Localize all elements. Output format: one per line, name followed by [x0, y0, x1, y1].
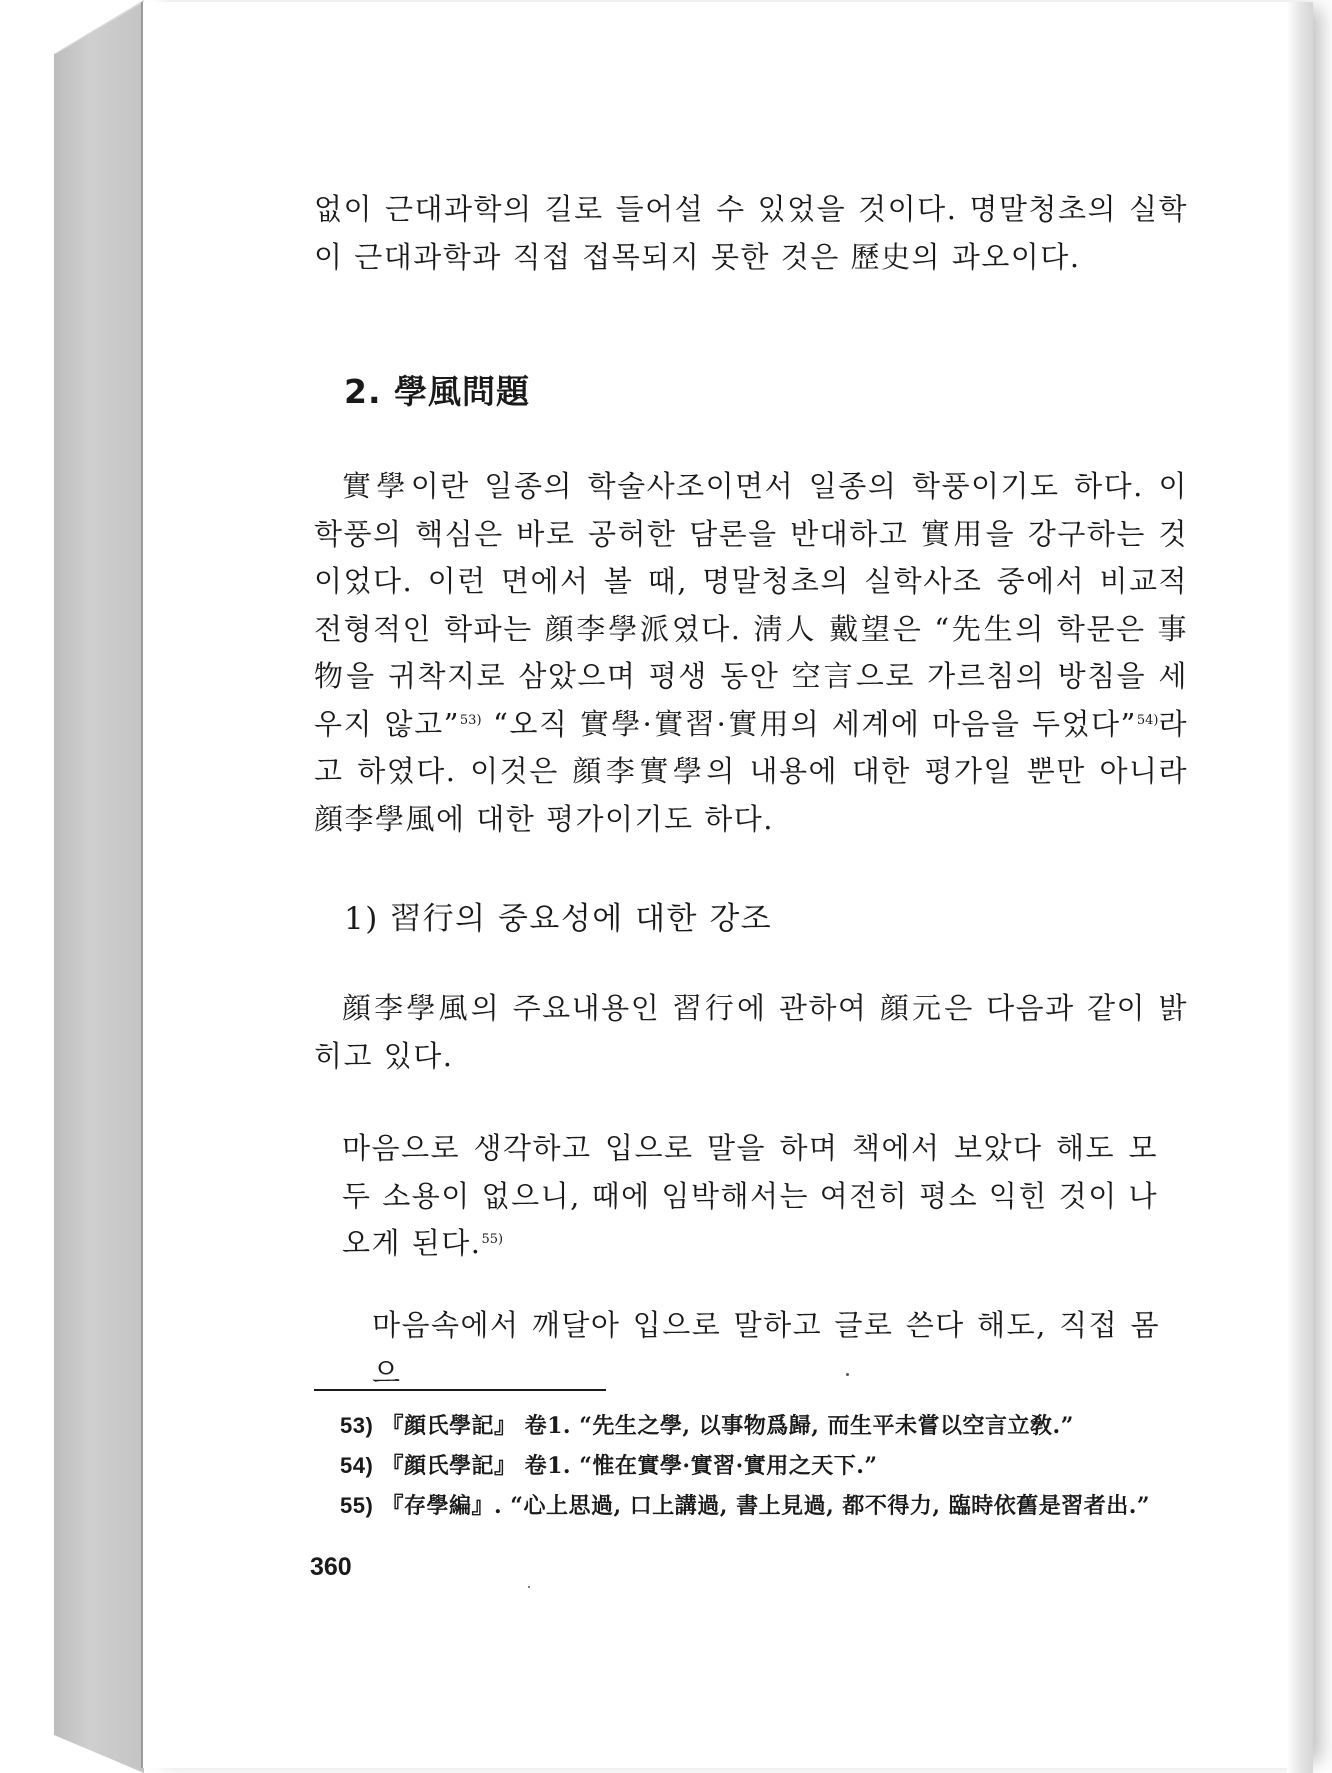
footnote-divider — [314, 1389, 606, 1391]
block-quote-1 — [342, 1125, 1158, 1268]
footnote-55 — [340, 1486, 1200, 1526]
footnote-number: 53) — [340, 1413, 374, 1438]
quote-2-text: 마음속에서 깨달아 입으로 말하고 글로 쓴다 해도, 직접 몸으 — [372, 1308, 1160, 1390]
main-paragraph-part3: 라고 하였다. 이것은 顔李實學의 내용에 대한 평가일 뿐만 아니라 顔李學風에 대한 평가이기도 하다. — [314, 706, 1188, 836]
footnote-53 — [340, 1406, 1200, 1446]
footnote-number: 55) — [340, 1493, 374, 1518]
intro-paragraph-block — [314, 985, 1188, 1080]
section-heading: 2. 學風問題 — [344, 372, 530, 411]
block-quote-2 — [372, 1302, 1160, 1397]
page-right-edge — [1287, 2, 1313, 1773]
footnote-text: 『顔氏學記』 卷1. “惟在實學·實習·實用之天下.” — [381, 1453, 878, 1479]
scan-speck — [528, 1586, 530, 1588]
main-paragraph-part2: “오직 實學·實習·實用의 세계에 마음을 두었다” — [481, 706, 1137, 741]
main-paragraph-part1: 實學이란 일종의 학술사조이면서 일종의 학풍이기도 하다. 이 학풍의 핵심은 바로 공허한 담론을 반대하고 實用을 강구하는 것이었다. 이런 면에서 볼 때, 명말청초의 실학사조 중에서 비교적 전형적인 학파는 顔李學派였다. 淸人 戴望은 “先生의 학문은 事物을 귀착지로 삼았으며 평생 동안 空言으로 가르침의 방침을 세우지 않고” — [314, 469, 1188, 741]
footnote-number: 54) — [340, 1453, 374, 1478]
main-paragraph — [314, 463, 1188, 843]
quote-1-text — [342, 1125, 1158, 1268]
subsection-heading: 1) 習行의 중요성에 대한 강조 — [344, 901, 773, 937]
book-spine-side — [54, 0, 144, 1773]
page-number: 360 — [310, 1553, 352, 1581]
opening-text-block — [314, 186, 1188, 281]
footnote-ref-54[interactable]: 54) — [1136, 712, 1159, 728]
scan-speck — [846, 1373, 849, 1376]
footnote-text: 『顔氏學記』 卷1. “先生之學, 以事物爲歸, 而生平未嘗以空言立敎.” — [381, 1413, 1074, 1439]
footnote-text: 『存學編』. “心上思過, 口上講過, 書上見過, 都不得力, 臨時依舊是習者出.” — [381, 1493, 1151, 1519]
quote-1-body: 마음으로 생각하고 입으로 말을 하며 책에서 보았다 해도 모두 소용이 없으니, 때에 임박해서는 여전히 평소 익힌 것이 나오게 된다. — [342, 1131, 1158, 1260]
footnote-54 — [340, 1446, 1200, 1486]
footnote-ref-55[interactable]: 55) — [481, 1232, 504, 1247]
opening-paragraph: 없이 근대과학의 길로 들어설 수 있었을 것이다. 명말청초의 실학이 근대과학과 직접 접목되지 못한 것은 歷史의 과오이다. — [314, 192, 1188, 274]
main-paragraph-block — [314, 463, 1188, 843]
footnote-ref-53[interactable]: 53) — [459, 712, 482, 728]
intro-paragraph: 顔李學風의 주요내용인 習行에 관하여 顔元은 다음과 같이 밝히고 있다. — [314, 991, 1188, 1073]
footnotes-list — [340, 1406, 1200, 1526]
